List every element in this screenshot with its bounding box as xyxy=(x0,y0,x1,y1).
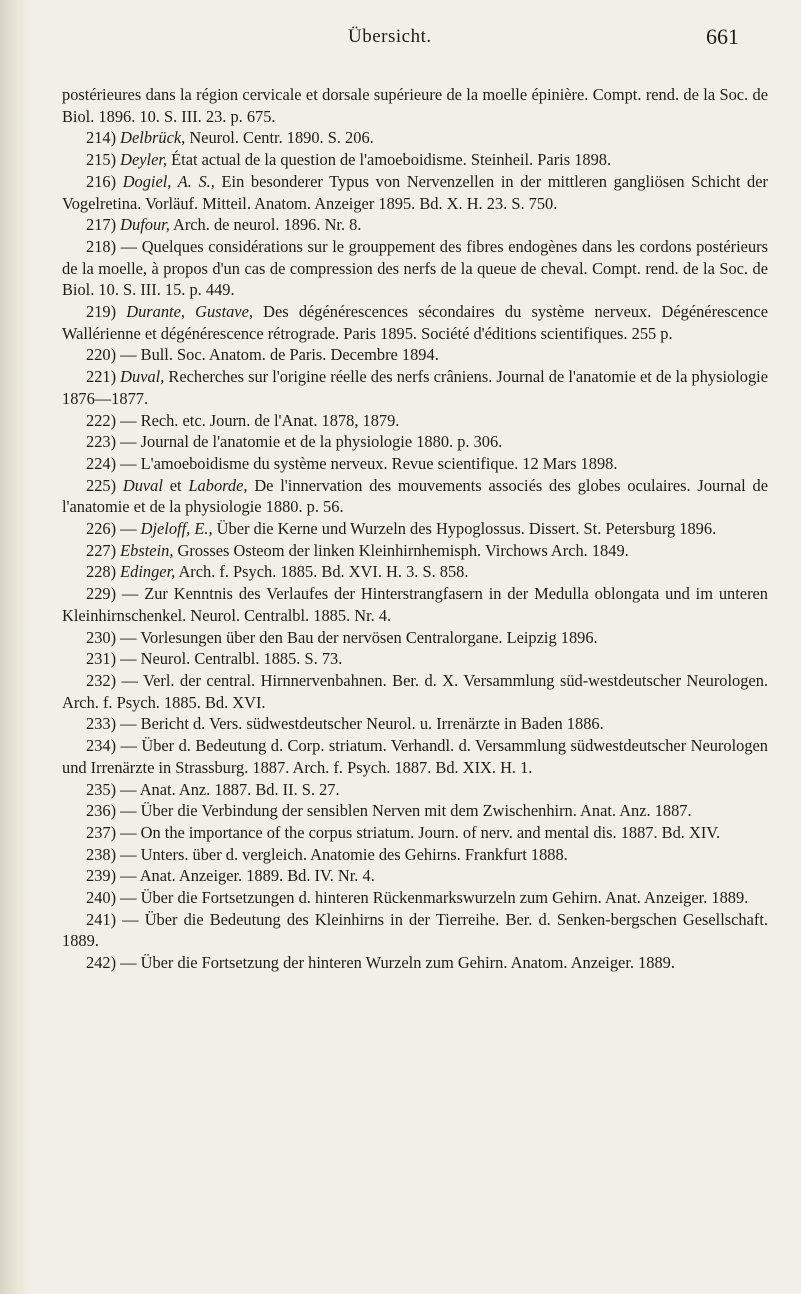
entry-text: 240) — Über die Fortsetzungen d. hinteren Rückenmarkswurzeln zum Gehirn. Anat. Anzeiger. 1889. xyxy=(86,888,749,908)
entry-text: 236) — Über die Verbindung der sensiblen Nerven mit dem Zwischenhirn. Anat. Anz. 1887. xyxy=(86,801,692,821)
entry-text: postérieures dans la région cervicale et dorsale supérieure de la moelle épinière. Compt. rend. de la Soc. de Biol. 1896. 10. S. III. 23. p. 675. xyxy=(62,85,768,126)
bibliography-entry xyxy=(62,366,768,409)
bibliography-entry xyxy=(62,236,768,301)
entry-text: 241) — Über die Bedeutung des Kleinhirns in der Tierreihe. Ber. d. Senken-bergschen Gesellschaft. 1889. xyxy=(62,909,768,951)
bibliography-entry xyxy=(62,735,768,778)
bibliography-entry xyxy=(62,475,768,518)
entry-text: 215) xyxy=(86,150,121,170)
entry-text: 225) xyxy=(86,475,123,495)
entry-text: et xyxy=(162,475,189,495)
entry-text: 221) xyxy=(86,367,121,387)
bibliography-entry xyxy=(62,171,768,214)
bibliography-entry xyxy=(62,583,768,626)
entry-text: 224) — L'amoeboidisme du système nerveux. Revue scientifique. 12 Mars 1898. xyxy=(86,453,618,473)
entry-text: 216) xyxy=(86,171,123,191)
entry-text: Arch. de neurol. 1896. Nr. 8. xyxy=(169,215,362,235)
entry-text: 238) — Unters. über d. vergleich. Anatomie des Gehirns. Frankfurt 1888. xyxy=(86,844,568,864)
entry-text: 232) — Verl. der central. Hirnnervenbahnen. Ber. d. X. Versammlung süd-westdeutscher Neurologen. Arch. f. Psych. 1885. Bd. XVI. xyxy=(62,670,768,712)
entry-text: 222) — Rech. etc. Journ. de l'Anat. 1878, 1879. xyxy=(86,410,400,430)
entry-text: 237) — On the importance of the corpus striatum. Journ. of nerv. and mental dis. 1887. Bd. XIV. xyxy=(86,822,721,842)
entry-text: 219) xyxy=(86,302,127,322)
bibliography-entry xyxy=(62,540,768,562)
bibliography-entry xyxy=(62,887,768,909)
entry-text: 230) — Vorlesungen über den Bau der nervösen Centralorgane. Leipzig 1896. xyxy=(86,627,598,647)
bibliography-entry xyxy=(62,561,768,583)
entry-text: État actual de la question de l'amoeboidisme. Steinheil. Paris 1898. xyxy=(167,150,612,170)
page-number: 661 xyxy=(706,24,739,49)
bibliography-entry xyxy=(62,410,768,432)
entry-text: Ein besonderer Typus von Nervenzellen in der mittleren gangliösen Schicht der Vogelretina. Vorläuf. Mitteil. Anatom. Anzeiger 1895. Bd. X. H. 23. S. 750. xyxy=(62,171,768,213)
entry-text: 227) xyxy=(86,540,121,560)
entry-text: 234) — Über d. Bedeutung d. Corp. striatum. Verhandl. d. Versammlung südwestdeutscher Neurologen und Irrenärzte in Strassburg. 1887. Arch. f. Psych. 1887. Bd. XIX. H. 1. xyxy=(62,736,768,777)
bibliography-entry xyxy=(62,844,768,866)
entry-text: 228) xyxy=(86,562,121,582)
page-header xyxy=(0,12,801,52)
bibliography-entry xyxy=(62,301,768,344)
bibliography-entry xyxy=(62,648,768,670)
entry-text: 231) — Neurol. Centralbl. 1885. S. 73. xyxy=(86,649,343,669)
entry-text: Arch. f. Psych. 1885. Bd. XVI. H. 3. S. 858. xyxy=(175,562,469,582)
author-name: Ebstein, xyxy=(120,540,174,560)
bibliography-entry xyxy=(62,822,768,844)
entry-text: 218) — Quelques considérations sur le grouppement des fibres endogènes dans les cordons postérieurs de la moelle, à propos d'un cas de compression des nerfs de la queue de cheval. Compt. rend. de la Soc. de Biol. 10. S. III. 15. p. 449. xyxy=(62,236,768,300)
author-name: Dogiel, A. S., xyxy=(122,171,215,191)
author-name: Duval xyxy=(122,475,163,495)
entry-text: Über die Kerne und Wurzeln des Hypoglossus. Dissert. St. Petersburg 1896. xyxy=(212,519,717,539)
page-edge-shadow xyxy=(0,0,30,1294)
entry-text: Des dégénérescences sécondaires du système nerveux. Dégénérescence Wallérienne et dégénérescence rétrograde. Paris 1895. Société d'éditions scientifiques. 255 p. xyxy=(62,302,768,343)
entry-text: 217) xyxy=(86,215,121,235)
entry-text: 220) — Bull. Soc. Anatom. de Paris. Decembre 1894. xyxy=(86,345,439,365)
author-name: Deyler, xyxy=(120,150,168,170)
author-name: Laborde, xyxy=(188,475,248,495)
bibliography-entry xyxy=(62,214,768,236)
bibliography-entry xyxy=(62,800,768,822)
entry-text: De l'innervation des mouvements associés des globes oculaires. Journal de l'anatomie et de la physiologie 1880. p. 56. xyxy=(62,475,768,517)
bibliography-entry xyxy=(62,127,768,149)
bibliography-entry xyxy=(62,149,768,171)
entry-text: Grosses Osteom der linken Kleinhirnhemisph. Virchows Arch. 1849. xyxy=(173,540,629,560)
bibliography-entry xyxy=(62,670,768,713)
author-name: Durante, Gustave, xyxy=(126,302,253,322)
entry-text: 239) — Anat. Anzeiger. 1889. Bd. IV. Nr. 4. xyxy=(86,866,375,886)
author-name: Duval, xyxy=(120,367,165,387)
bibliography-list xyxy=(62,84,768,974)
bibliography-entry xyxy=(62,713,768,735)
entry-text: Neurol. Centr. 1890. S. 206. xyxy=(185,128,374,148)
bibliography-entry xyxy=(62,84,768,127)
entry-text: 229) — Zur Kenntnis des Verlaufes der Hinterstrangfasern in der Medulla oblongata und im unteren Kleinhirnschenkel. Neurol. Centralbl. 1885. Nr. 4. xyxy=(62,584,768,625)
entry-text: 233) — Bericht d. Vers. südwestdeutscher Neurol. u. Irrenärzte in Baden 1886. xyxy=(86,714,604,734)
running-head: Übersicht. xyxy=(348,26,432,47)
bibliography-entry xyxy=(62,952,768,974)
author-name: Edinger, xyxy=(120,562,176,582)
bibliography-entry xyxy=(62,431,768,453)
author-name: Dufour, xyxy=(120,215,170,235)
entry-text: Recherches sur l'origine réelle des nerfs crâniens. Journal de l'anatomie et de la physiologie 1876—1877. xyxy=(62,367,768,408)
author-name: Delbrück, xyxy=(120,128,186,148)
bibliography-entry xyxy=(62,344,768,366)
entry-text: 242) — Über die Fortsetzung der hinteren Wurzeln zum Gehirn. Anatom. Anzeiger. 1889. xyxy=(86,953,675,973)
bibliography-entry xyxy=(62,453,768,475)
entry-text: 214) xyxy=(86,128,121,148)
entry-text: 223) — Journal de l'anatomie et de la physiologie 1880. p. 306. xyxy=(86,432,503,452)
bibliography-entry xyxy=(62,779,768,801)
author-name: Djeloff, E., xyxy=(140,519,213,539)
bibliography-entry xyxy=(62,627,768,649)
entry-text: 226) — xyxy=(86,519,141,539)
bibliography-entry xyxy=(62,518,768,540)
bibliography-entry xyxy=(62,865,768,887)
entry-text: 235) — Anat. Anz. 1887. Bd. II. S. 27. xyxy=(86,779,340,799)
bibliography-entry xyxy=(62,909,768,952)
